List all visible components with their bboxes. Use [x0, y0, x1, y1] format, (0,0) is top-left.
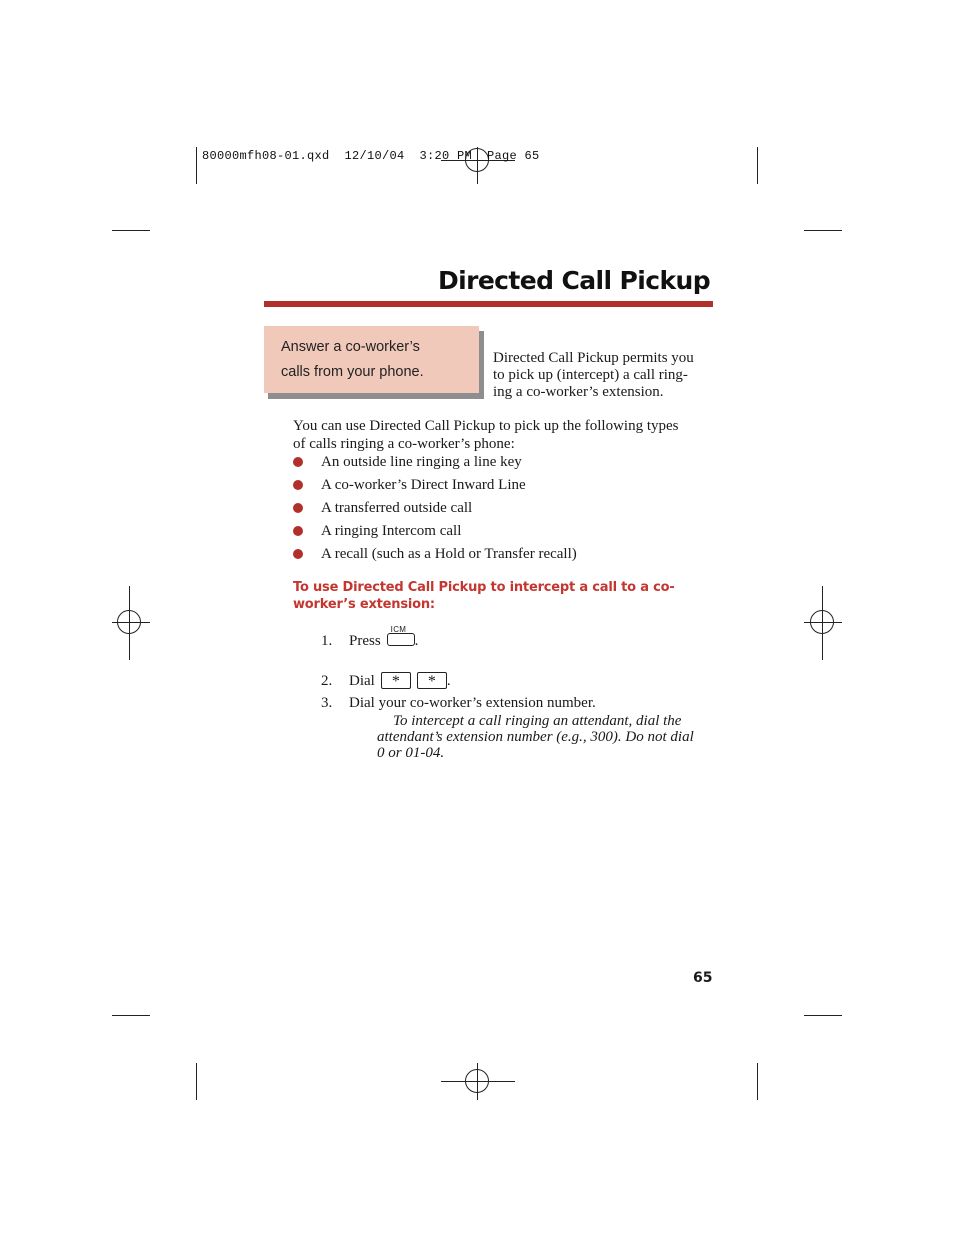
bullet-icon	[293, 503, 303, 513]
crop-mark	[757, 1063, 758, 1100]
step-text: Press	[349, 633, 381, 649]
step-number: 2.	[321, 673, 333, 689]
body-paragraph	[293, 418, 713, 453]
step-1: 1. Press ICM .	[321, 632, 418, 650]
crop-mark	[804, 1015, 842, 1016]
page-number: 65	[693, 970, 713, 986]
crop-mark	[196, 147, 197, 184]
call-type-list	[293, 453, 577, 568]
list-item: A co-worker’s Direct Inward Line	[293, 476, 577, 499]
registration-mark	[810, 610, 834, 634]
intro-line: Directed Call Pickup permits you	[493, 350, 694, 366]
crop-mark	[804, 230, 842, 231]
procedure-heading	[293, 579, 675, 613]
star-key-icon: *	[417, 672, 447, 689]
callout-line: calls from your phone.	[281, 364, 424, 380]
crop-mark	[196, 1063, 197, 1100]
crop-mark	[757, 147, 758, 184]
step-number: 1.	[321, 633, 333, 649]
step-2: 2. Dial * * .	[321, 673, 451, 690]
page-title: Directed Call Pickup	[437, 266, 710, 295]
note-line: To intercept a call ringing an attendant, dial the	[393, 713, 682, 729]
note-line: attendant’s extension number (e.g., 300). Do not dial	[377, 729, 694, 745]
callout-box	[264, 326, 479, 393]
list-item: An outside line ringing a line key	[293, 453, 577, 476]
icm-key-icon	[387, 625, 415, 646]
title-rule	[264, 301, 713, 307]
paragraph-line: of calls ringing a co-worker’s phone:	[293, 435, 515, 452]
step-note	[377, 713, 717, 761]
list-item: A ringing Intercom call	[293, 522, 577, 545]
bullet-icon	[293, 457, 303, 467]
crop-mark	[112, 1015, 150, 1016]
paragraph-line: You can use Directed Call Pickup to pick up the following types	[293, 418, 679, 434]
list-item: A recall (such as a Hold or Transfer recall)	[293, 545, 577, 568]
star-key-icon: *	[381, 672, 411, 689]
bullet-icon	[293, 480, 303, 490]
step-number: 3.	[321, 695, 333, 711]
registration-mark	[465, 1069, 489, 1093]
step-text: Dial your co-worker’s extension number.	[349, 695, 596, 711]
crop-mark	[112, 230, 150, 231]
bullet-icon	[293, 526, 303, 536]
file-slug: 80000mfh08-01.qxd 12/10/04 3:20 PM Page 65	[202, 149, 540, 163]
heading-line: worker’s extension:	[293, 597, 435, 612]
bullet-icon	[293, 549, 303, 559]
registration-mark	[117, 610, 141, 634]
note-line: 0 or 01-04.	[377, 745, 445, 761]
step-3	[321, 694, 596, 712]
intro-text	[493, 350, 713, 401]
intro-line: to pick up (intercept) a call ring-	[493, 367, 688, 383]
list-item: A transferred outside call	[293, 499, 577, 522]
step-text: Dial	[349, 673, 375, 689]
key-label: ICM	[390, 625, 407, 634]
callout-line: Answer a co-worker’s	[281, 339, 420, 355]
heading-line: To use Directed Call Pickup to intercept a call to a co-	[293, 580, 675, 595]
intro-line: ing a co-worker’s extension.	[493, 384, 664, 400]
